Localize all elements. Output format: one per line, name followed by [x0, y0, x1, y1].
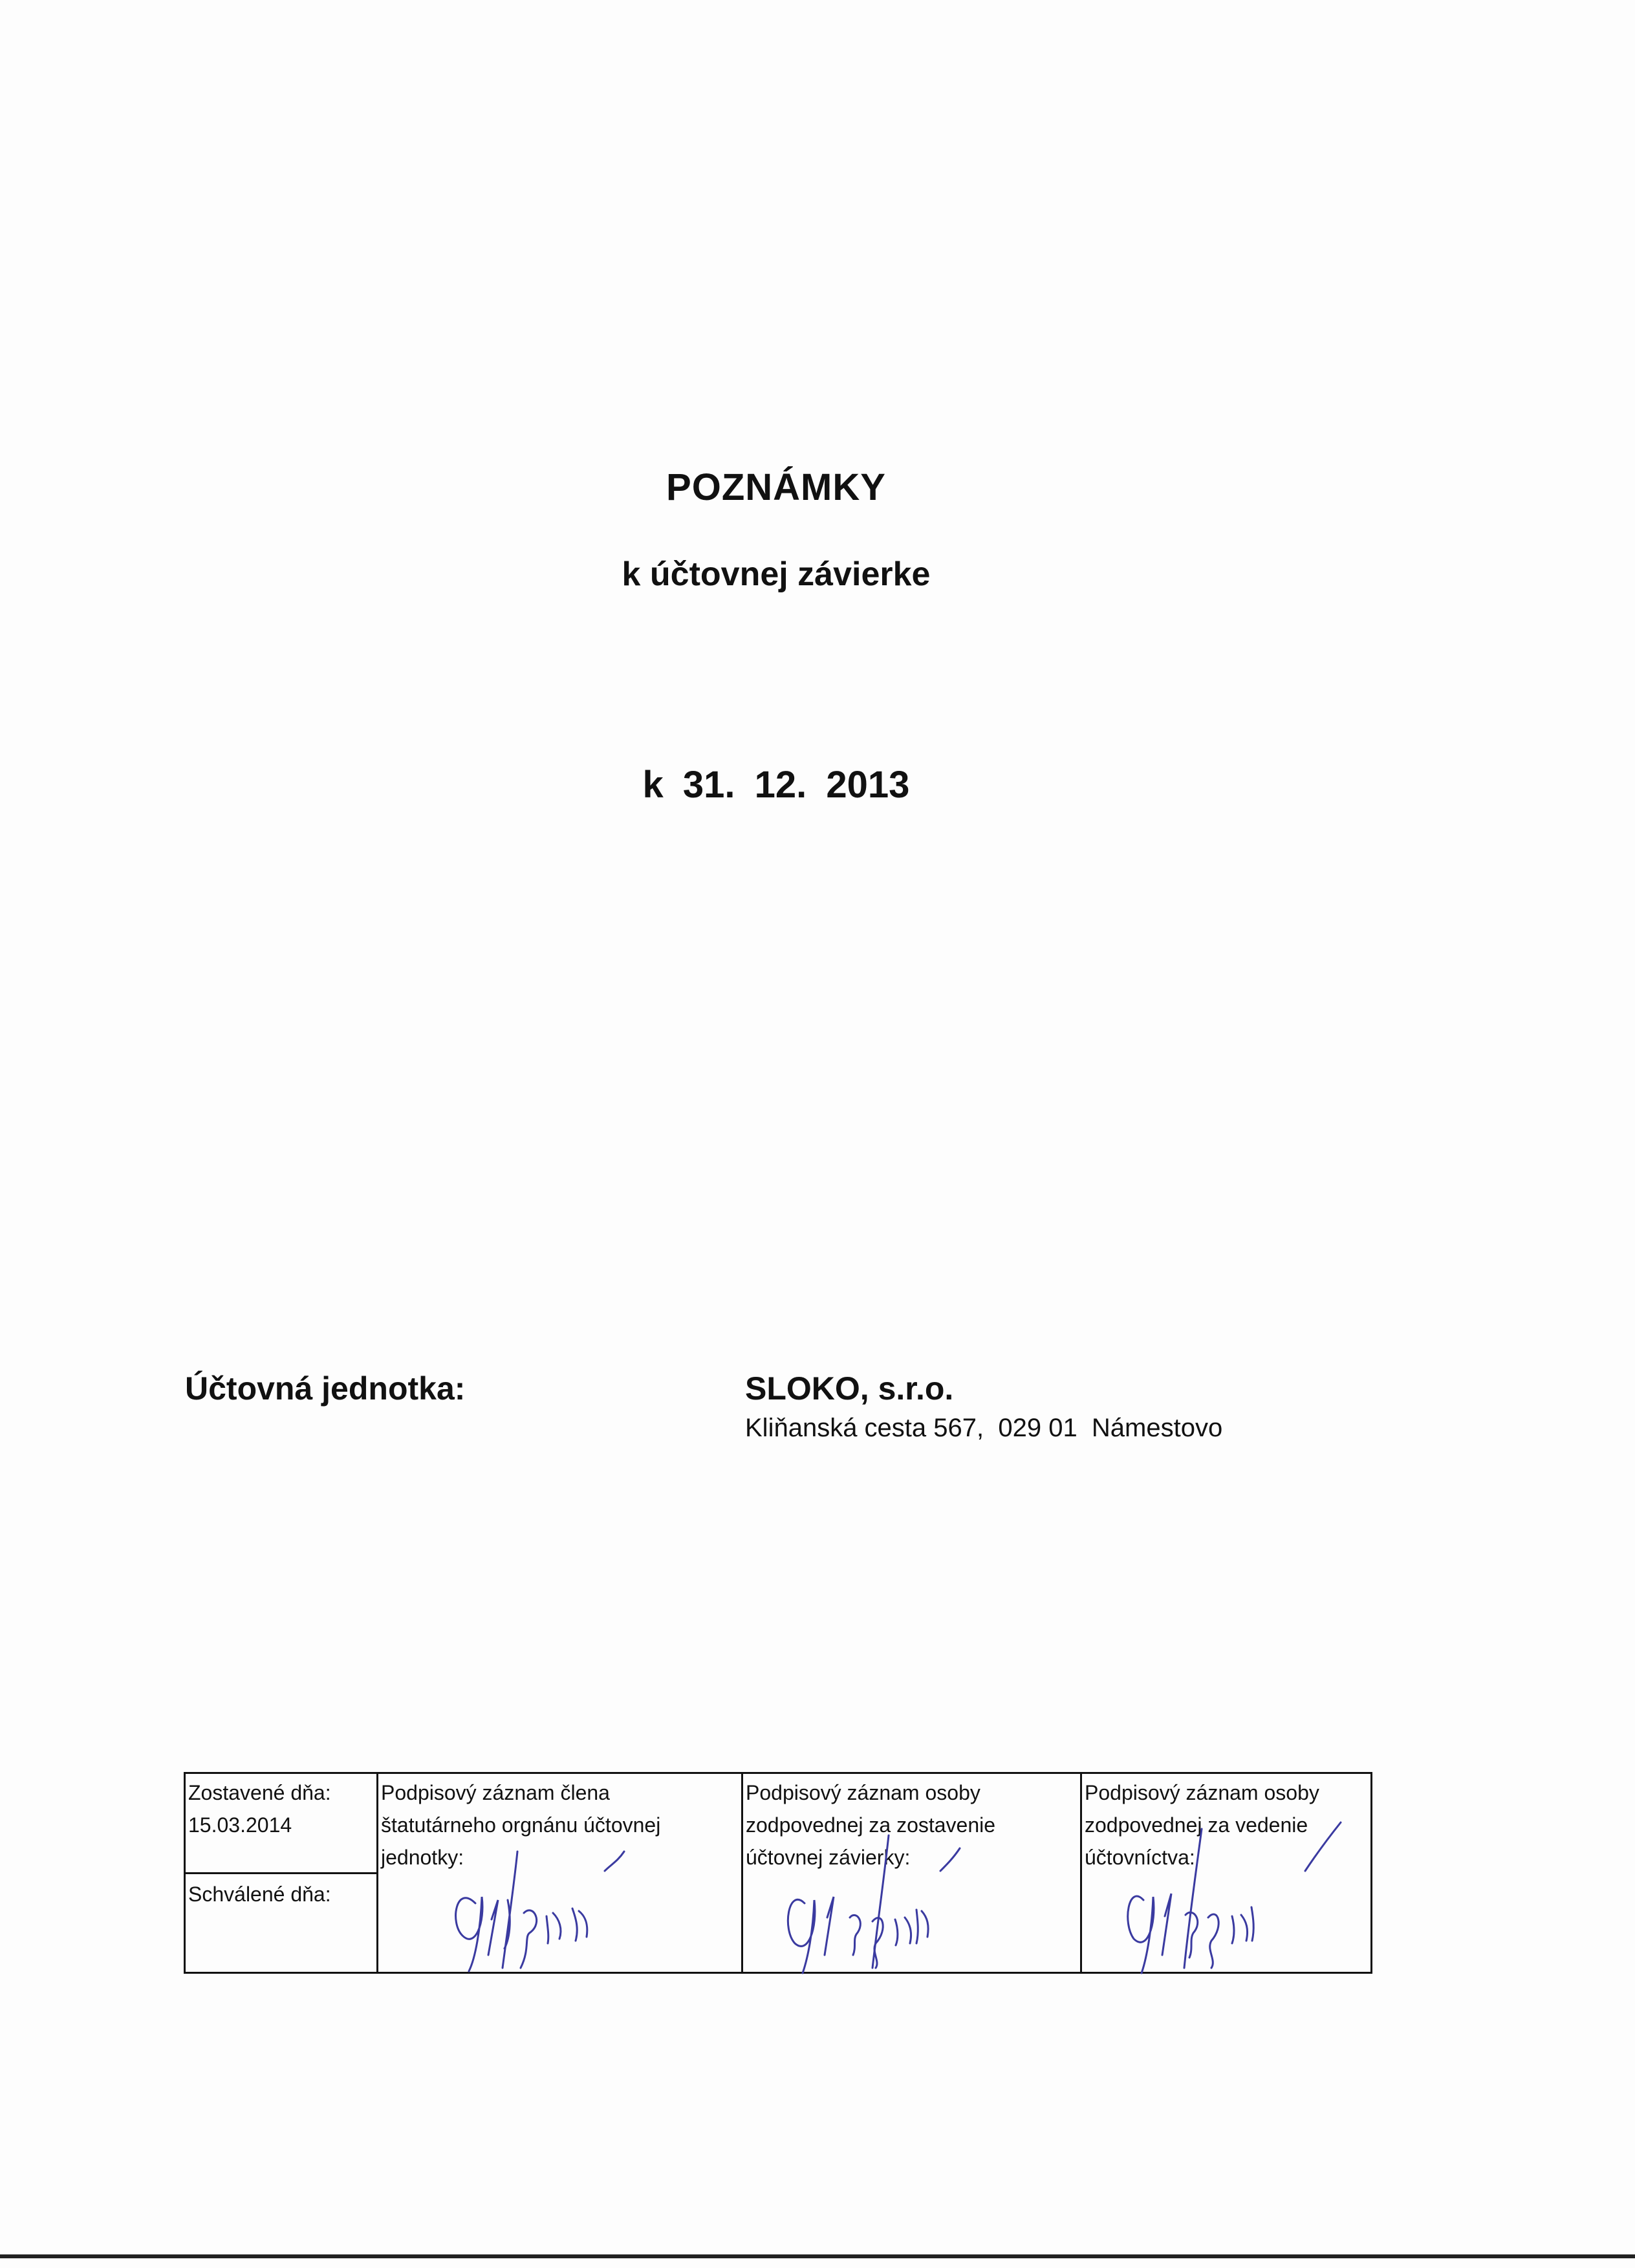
statutory-signature-cell — [378, 1774, 743, 1972]
report-date: k 31. 12. 2013 — [642, 764, 910, 806]
approved-label: Schválené dňa: — [188, 1883, 331, 1906]
col4-line-3: účtovníctva: — [1085, 1846, 1195, 1869]
col2-line-1: Podpisový záznam člena — [381, 1781, 610, 1804]
col3-line-1: Podpisový záznam osoby — [746, 1781, 980, 1804]
scan-bottom-edge — [0, 2254, 1635, 2258]
signature-table — [184, 1772, 1372, 1974]
compiled-date: 15.03.2014 — [188, 1813, 292, 1837]
document-title: POZNÁMKY — [666, 466, 886, 508]
col4-line-2: zodpovednej za vedenie — [1085, 1813, 1308, 1837]
accounting-unit-label: Účtovná jednotka: — [185, 1370, 466, 1407]
dates-cell — [186, 1774, 378, 1972]
preparer-signature-cell — [743, 1774, 1082, 1972]
document-subtitle: k účtovnej závierke — [622, 556, 931, 593]
col3-line-3: účtovnej závierky: — [746, 1846, 911, 1869]
col2-line-3: jednotky: — [381, 1846, 464, 1869]
approved-date-box — [186, 1874, 376, 1914]
compiled-label: Zostavené dňa: — [188, 1781, 331, 1804]
compiled-date-box — [186, 1774, 376, 1874]
col3-line-2: zodpovednej za zostavenie — [746, 1813, 996, 1837]
accounting-signature-cell — [1082, 1774, 1370, 1972]
company-name: SLOKO, s.r.o. — [745, 1370, 954, 1407]
company-address: Kliňanská cesta 567, 029 01 Námestovo — [745, 1414, 1223, 1442]
col2-line-2: štatutárneho orgnánu účtovnej — [381, 1813, 661, 1837]
col4-line-1: Podpisový záznam osoby — [1085, 1781, 1319, 1804]
